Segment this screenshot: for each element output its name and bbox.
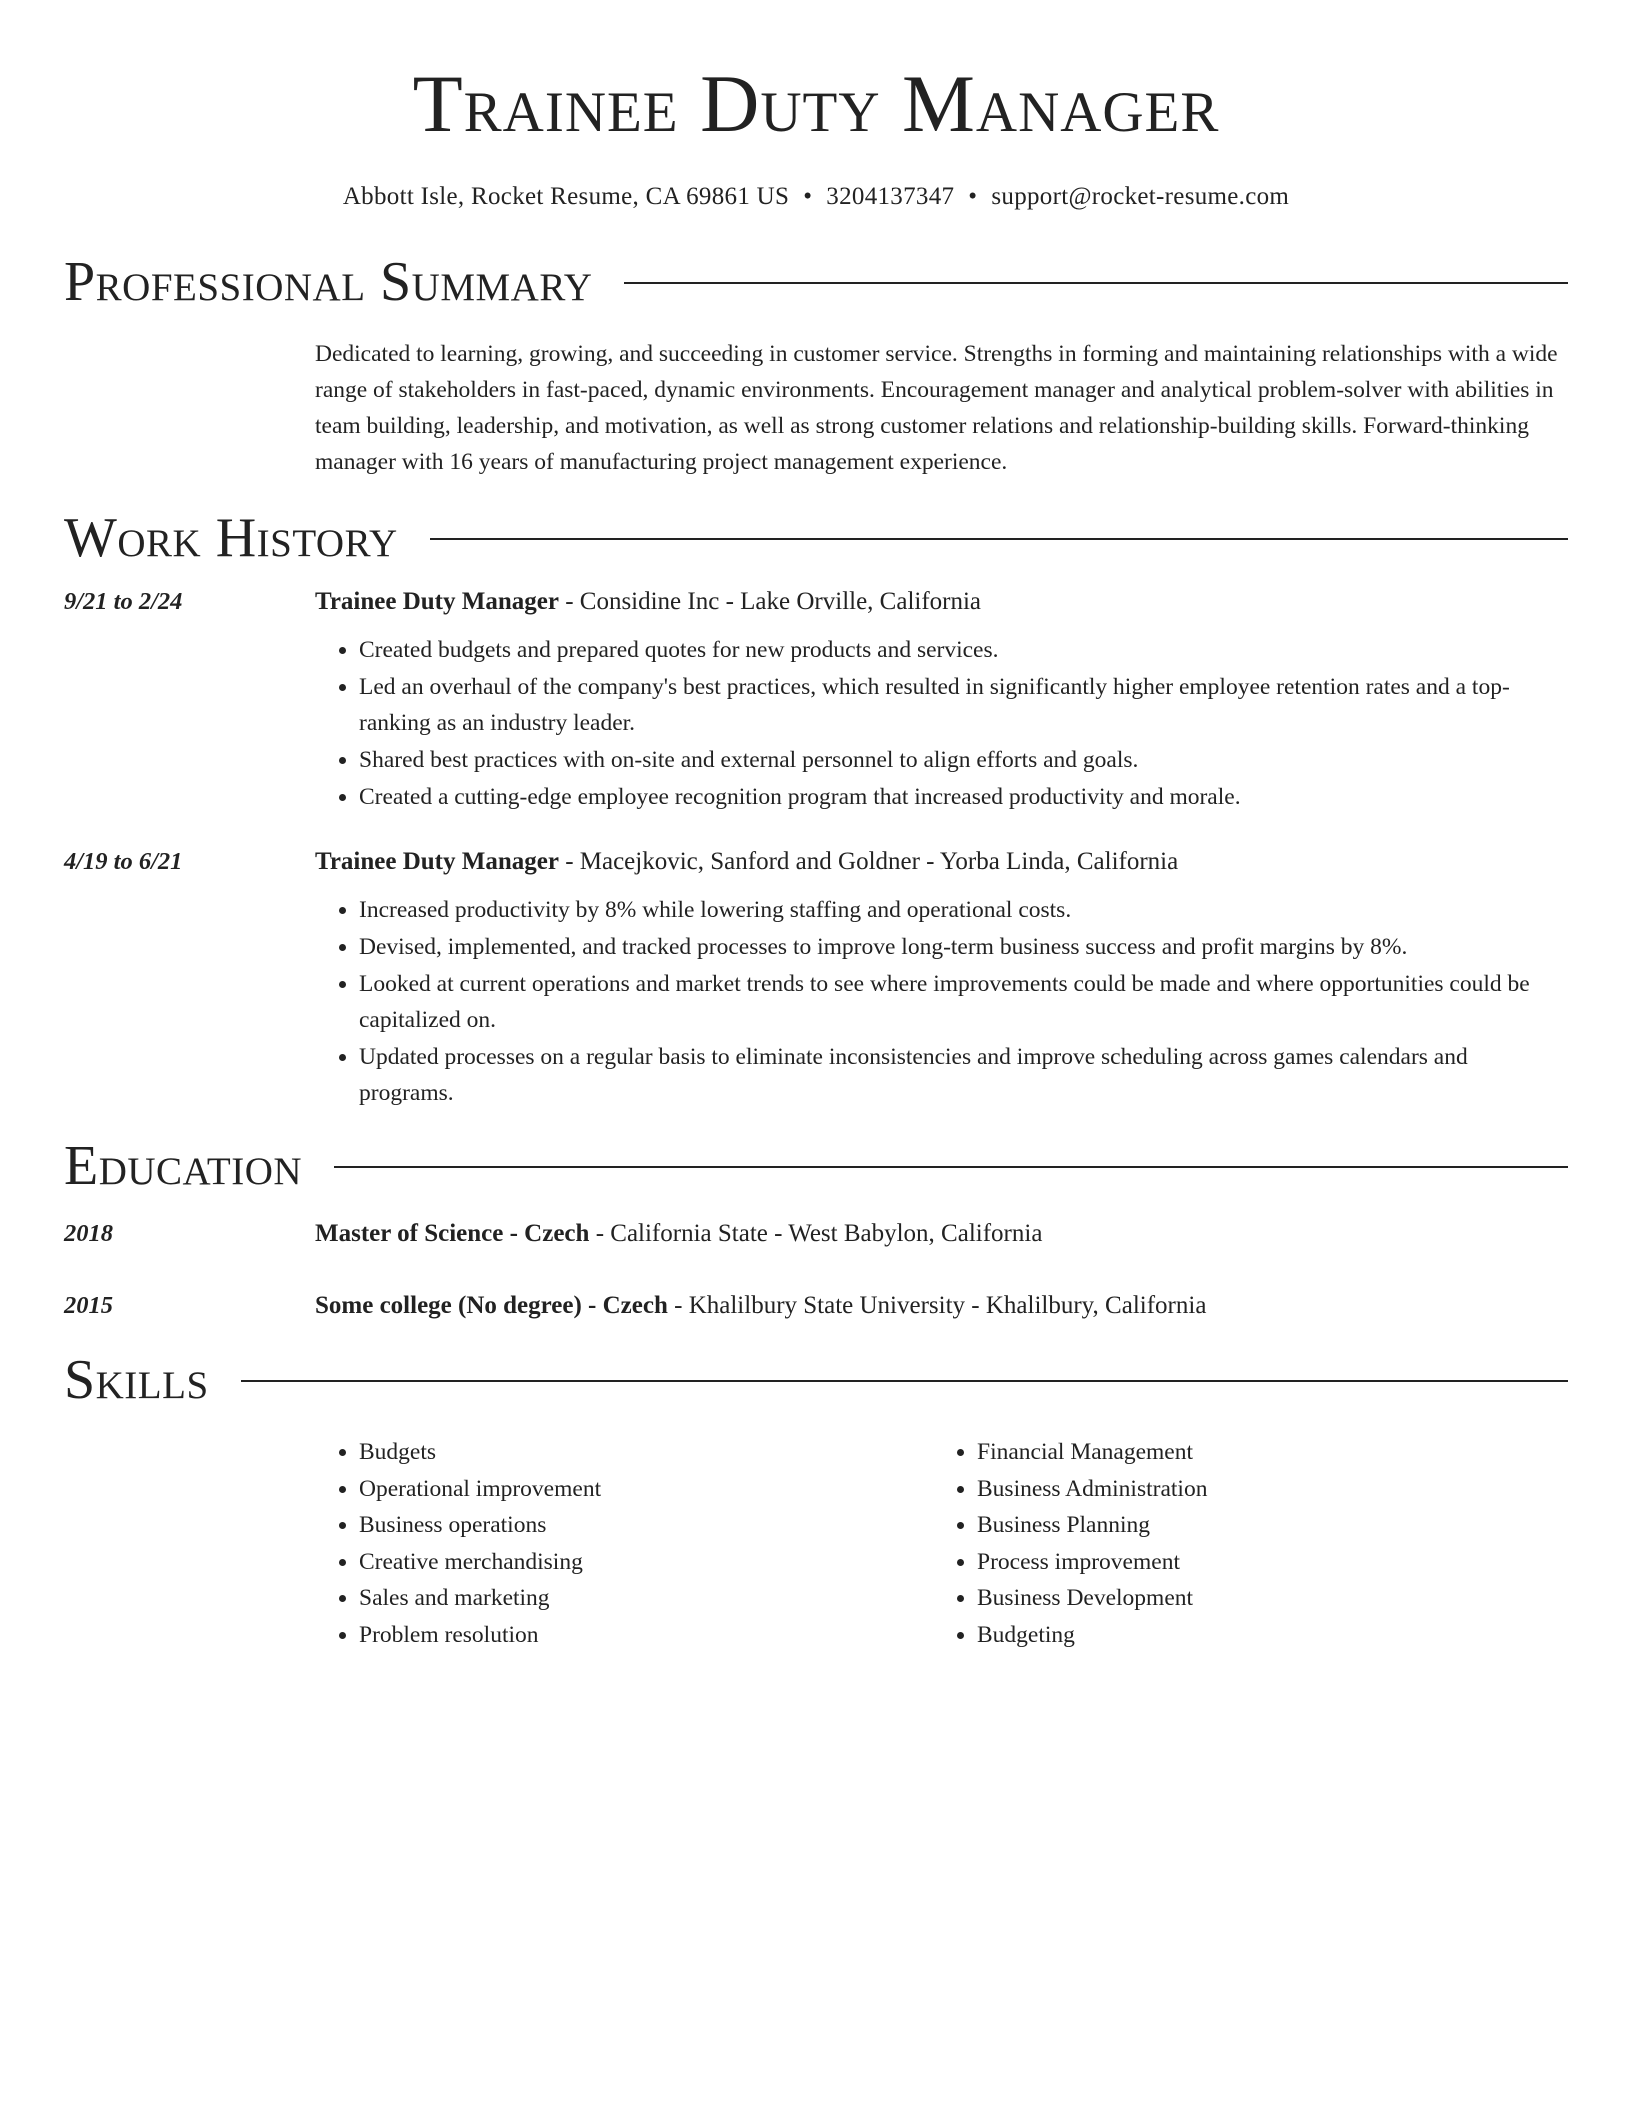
section-title: Education: [64, 1135, 303, 1197]
skill-item: • Operational improvement: [359, 1471, 933, 1508]
section-heading-work-history: [64, 506, 1568, 570]
contact-address: Abbott Isle, Rocket Resume, CA 69861 US: [342, 183, 790, 210]
contact-separator: •: [968, 183, 978, 210]
section-heading-education: [64, 1134, 1568, 1198]
education-degree: Some college (No degree) - Czech: [315, 1292, 668, 1319]
contact-email: support@rocket-resume.com: [991, 183, 1290, 210]
contact-line: [64, 180, 1568, 214]
education-year: 2018: [64, 1220, 113, 1247]
education-details: - Khalilbury State University - Khalilbury, California: [667, 1292, 1207, 1319]
skills-columns: [315, 1434, 1568, 1654]
job-bullet: • Created a cutting-edge employee recognition program that increased productivity and morale.: [359, 779, 1568, 815]
section-title: Skills: [64, 1349, 209, 1411]
skill-item: • Business Planning: [977, 1507, 1551, 1544]
job-bullet: • Increased productivity by 8% while lowering staffing and operational costs.: [359, 892, 1568, 928]
skill-item: • Budgeting: [977, 1617, 1551, 1654]
job-entry: [64, 844, 1568, 1112]
job-bullet: • Devised, implemented, and tracked processes to improve long-term business success and profit margins by 8%.: [359, 929, 1568, 965]
job-bullet: • Shared best practices with on-site and external personnel to align efforts and goals.: [359, 742, 1568, 778]
skill-item: • Sales and marketing: [359, 1580, 933, 1617]
skill-item: • Process improvement: [977, 1544, 1551, 1581]
job-body: [315, 844, 1568, 1112]
summary-text: Dedicated to learning, growing, and succeeding in customer service. Strengths in forming and maintaining relationships with a wide range of stakeholders in fast-paced, dynamic environments. Encouragement manager and analytical problem-solver with abilities in team building, leadership, and motivation, as well as strong customer relations and relationship-building skills. Forward-thinking manager with 16 years of manufacturing project management experience.: [315, 341, 1558, 475]
job-title: Trainee Duty Manager: [315, 848, 559, 875]
job-bullets: [315, 892, 1568, 1111]
education-degree: Master of Science - Czech: [315, 1220, 590, 1247]
section-title: Work History: [64, 507, 398, 569]
job-bullet: • Looked at current operations and market trends to see where improvements could be made and where opportunities could be capitalized on.: [359, 966, 1568, 1038]
job-title-line: [315, 584, 1568, 620]
skill-item: • Problem resolution: [359, 1617, 933, 1654]
education-line: [315, 1288, 1568, 1324]
job-title: Trainee Duty Manager: [315, 588, 559, 615]
job-dates: 4/19 to 6/21: [64, 848, 183, 875]
education-body: [315, 1288, 1568, 1324]
skill-item: • Financial Management: [977, 1434, 1551, 1471]
education-year: 2015: [64, 1292, 113, 1319]
skill-item: • Business Development: [977, 1580, 1551, 1617]
education-entry: [64, 1216, 1568, 1252]
skill-item: • Business Administration: [977, 1471, 1551, 1508]
education-line: [315, 1216, 1568, 1252]
skill-item: • Business operations: [359, 1507, 933, 1544]
job-bullet: • Created budgets and prepared quotes for new products and services.: [359, 632, 1568, 668]
job-bullets: [315, 632, 1568, 815]
job-entry: [64, 584, 1568, 816]
section-rule: [624, 282, 1568, 284]
section-title: Professional Summary: [64, 251, 593, 313]
education-details: - California State - West Babylon, California: [589, 1220, 1043, 1247]
resume-page: [64, 0, 1568, 1654]
section-rule: [430, 538, 1568, 540]
contact-phone: 3204137347: [826, 183, 955, 210]
section-rule: [334, 1166, 1568, 1168]
education-entry: [64, 1288, 1568, 1324]
skills-list-right: [933, 1434, 1551, 1654]
job-body: [315, 584, 1568, 816]
skills-list-left: [315, 1434, 933, 1654]
contact-separator: •: [803, 183, 813, 210]
skill-item: • Budgets: [359, 1434, 933, 1471]
education-body: [315, 1216, 1568, 1252]
section-heading-summary: [64, 250, 1568, 314]
job-dates: 9/21 to 2/24: [64, 588, 183, 615]
resume-name: Trainee Duty Manager: [412, 58, 1220, 149]
job-details: - Macejkovic, Sanford and Goldner - Yorba Linda, California: [558, 848, 1179, 875]
skill-item: • Creative merchandising: [359, 1544, 933, 1581]
section-rule: [241, 1380, 1568, 1382]
job-bullet: • Updated processes on a regular basis to eliminate inconsistencies and improve scheduling across games calendars and programs.: [359, 1039, 1568, 1111]
section-heading-skills: [64, 1348, 1568, 1412]
job-bullet: • Led an overhaul of the company's best practices, which resulted in significantly higher employee retention rates and a top-ranking as an industry leader.: [359, 669, 1568, 741]
job-title-line: [315, 844, 1568, 880]
job-details: - Considine Inc - Lake Orville, California: [558, 588, 982, 615]
